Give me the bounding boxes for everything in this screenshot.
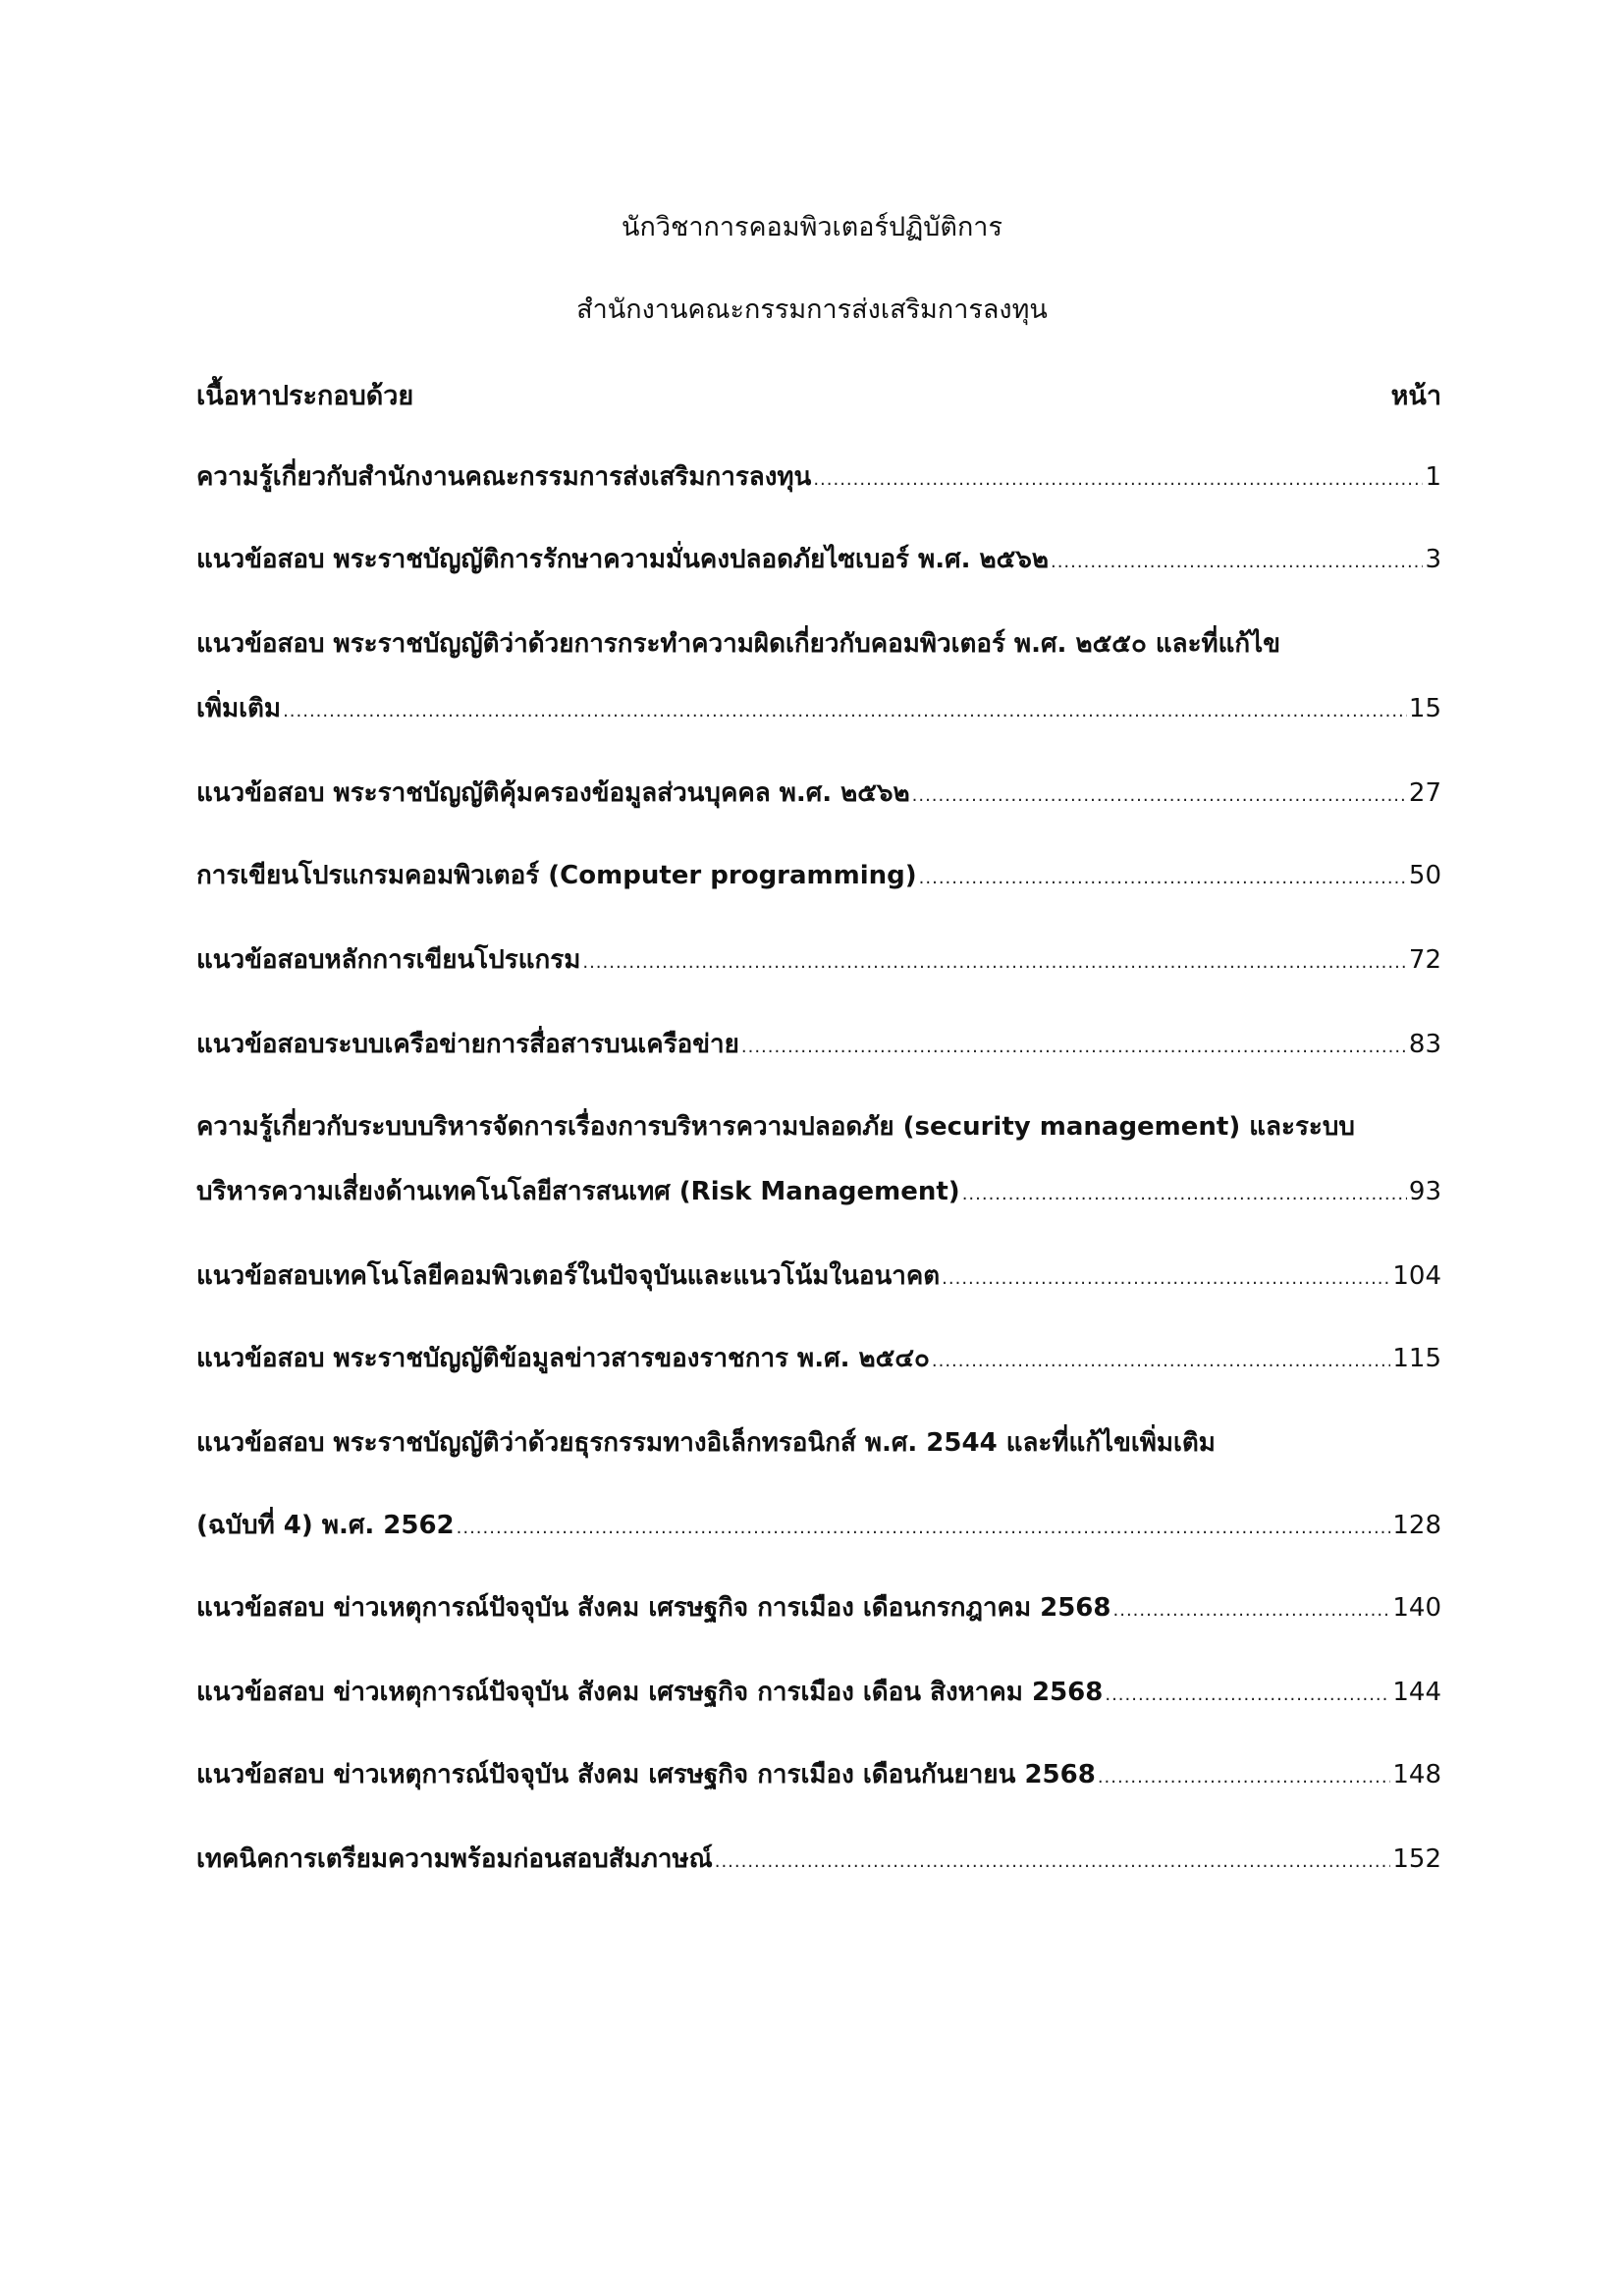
dot-leader	[813, 460, 1423, 500]
toc-entry[interactable]	[196, 1673, 1441, 1712]
dot-leader	[1113, 1591, 1391, 1630]
toc-entry-page: 83	[1408, 1030, 1441, 1059]
dot-leader	[457, 1509, 1391, 1548]
toc-entry-title: แนวข้อสอบเทคโนโลยีคอมพิวเตอร์ในปัจจุบันและแนวโน้มในอนาคต	[196, 1261, 941, 1291]
toc-entry[interactable]	[196, 457, 1441, 497]
toc-entry-title: แนวข้อสอบ ข่าวเหตุการณ์ปัจจุบัน สังคม เศรษฐกิจ การเมือง เดือนกันยายน 2568	[196, 1760, 1096, 1789]
toc-entry[interactable]	[196, 1755, 1441, 1794]
toc-entry[interactable]	[196, 1172, 1441, 1211]
toc-entry-page: 72	[1408, 945, 1441, 975]
dot-leader	[932, 1342, 1390, 1381]
toc-entry-page: 140	[1392, 1593, 1441, 1623]
toc-entry-title: แนวข้อสอบ ข่าวเหตุการณ์ปัจจุบัน สังคม เศรษฐกิจ การเมือง เดือนกรกฎาคม 2568	[196, 1593, 1111, 1623]
toc-entry[interactable]	[196, 1506, 1441, 1545]
toc-entry[interactable]	[196, 1256, 1441, 1296]
dot-leader	[912, 776, 1407, 816]
document-subtitle: สำนักงานคณะกรรมการส่งเสริมการลงทุน	[576, 294, 1048, 325]
toc-entry[interactable]	[196, 1025, 1441, 1064]
toc-entry-line-1[interactable]	[196, 624, 1441, 664]
dot-leader	[919, 859, 1407, 898]
toc-entry-title: แนวข้อสอบหลักการเขียนโปรแกรม	[196, 945, 581, 975]
toc-entry-page: 152	[1392, 1844, 1441, 1874]
toc-entry[interactable]	[196, 540, 1441, 579]
toc-entry[interactable]	[196, 1339, 1441, 1378]
dot-leader	[283, 692, 1407, 731]
dot-leader	[1105, 1676, 1390, 1715]
toc-entry-page: 148	[1392, 1760, 1441, 1789]
toc-entry-title: เทคนิคการเตรียมความพร้อมก่อนสอบสัมภาษณ์	[196, 1844, 713, 1874]
toc-entry-title: แนวข้อสอบ พระราชบัญญัติคุ้มครองข้อมูลส่วนบุคคล พ.ศ. ๒๕๖๒	[196, 778, 910, 808]
dot-leader	[582, 943, 1407, 983]
toc-entry[interactable]	[196, 1588, 1441, 1628]
dot-leader	[741, 1028, 1407, 1067]
toc-entry-page: 144	[1392, 1678, 1441, 1707]
toc-entry-title: แนวข้อสอบระบบเครือข่ายการสื่อสารบนเครือข่าย	[196, 1030, 739, 1059]
toc-entry[interactable]	[196, 940, 1441, 980]
toc-header	[196, 375, 1441, 414]
toc-entry-line-1[interactable]	[196, 1107, 1441, 1147]
toc-entry[interactable]	[196, 1840, 1441, 1879]
document-title: นักวิชาการคอมพิวเตอร์ปฏิบัติการ	[622, 212, 1002, 242]
toc-entry-page: 3	[1425, 545, 1441, 574]
toc-entry-title-cont: เพิ่มเติม	[196, 694, 282, 723]
toc-entry-page: 93	[1408, 1177, 1441, 1206]
toc-entry[interactable]	[196, 689, 1441, 728]
toc-entry-title: ความรู้เกี่ยวกับระบบบริหารจัดการเรื่องการบริหารความปลอดภัย (security management) และระบบ	[196, 1112, 1355, 1142]
toc-entry-page: 115	[1392, 1344, 1441, 1373]
toc-entry-page: 104	[1392, 1261, 1441, 1291]
toc-entry-title: การเขียนโปรแกรมคอมพิวเตอร์ (Computer programming)	[196, 861, 917, 890]
toc-entry-page: 1	[1425, 462, 1441, 492]
toc-entry-page: 27	[1408, 778, 1441, 808]
toc-entry-title-cont: บริหารความเสี่ยงด้านเทคโนโลยีสารสนเทศ (Risk Management)	[196, 1177, 960, 1206]
dot-leader	[1051, 543, 1423, 582]
toc-entry-title: แนวข้อสอบ พระราชบัญญัติว่าด้วยธุรกรรมทางอิเล็กทรอนิกส์ พ.ศ. 2544 และที่แก้ไขเพิ่มเติม	[196, 1428, 1216, 1458]
toc-entry-page: 15	[1408, 694, 1441, 723]
toc-entry-title: แนวข้อสอบ ข่าวเหตุการณ์ปัจจุบัน สังคม เศรษฐกิจ การเมือง เดือน สิงหาคม 2568	[196, 1678, 1104, 1707]
dot-leader	[1098, 1758, 1391, 1797]
toc-entry-title: ความรู้เกี่ยวกับสำนักงานคณะกรรมการส่งเสริมการลงทุน	[196, 462, 812, 492]
toc-contents-label: เนื้อหาประกอบด้วย	[196, 380, 414, 411]
dot-leader	[942, 1259, 1390, 1299]
toc-entry-title: แนวข้อสอบ พระราชบัญญัติว่าด้วยการกระทำความผิดเกี่ยวกับคอมพิวเตอร์ พ.ศ. ๒๕๕๐ และที่แก้ไข	[196, 629, 1281, 659]
toc-entry-title: แนวข้อสอบ พระราชบัญญัติการรักษาความมั่นคงปลอดภัยไซเบอร์ พ.ศ. ๒๕๖๒	[196, 545, 1049, 574]
toc-entry-title-cont: (ฉบับที่ 4) พ.ศ. 2562	[196, 1511, 455, 1540]
dot-leader	[962, 1175, 1407, 1214]
toc-entry-page: 128	[1392, 1511, 1441, 1540]
toc-entry[interactable]	[196, 856, 1441, 895]
toc-page-label: หน้า	[1390, 380, 1441, 411]
toc-entry-title: แนวข้อสอบ พระราชบัญญัติข้อมูลข่าวสารของราชการ พ.ศ. ๒๕๔๐	[196, 1344, 930, 1373]
toc-entry[interactable]	[196, 774, 1441, 813]
toc-entry-line-1[interactable]	[196, 1423, 1441, 1463]
dot-leader	[715, 1842, 1391, 1882]
toc-entry-page: 50	[1408, 861, 1441, 890]
